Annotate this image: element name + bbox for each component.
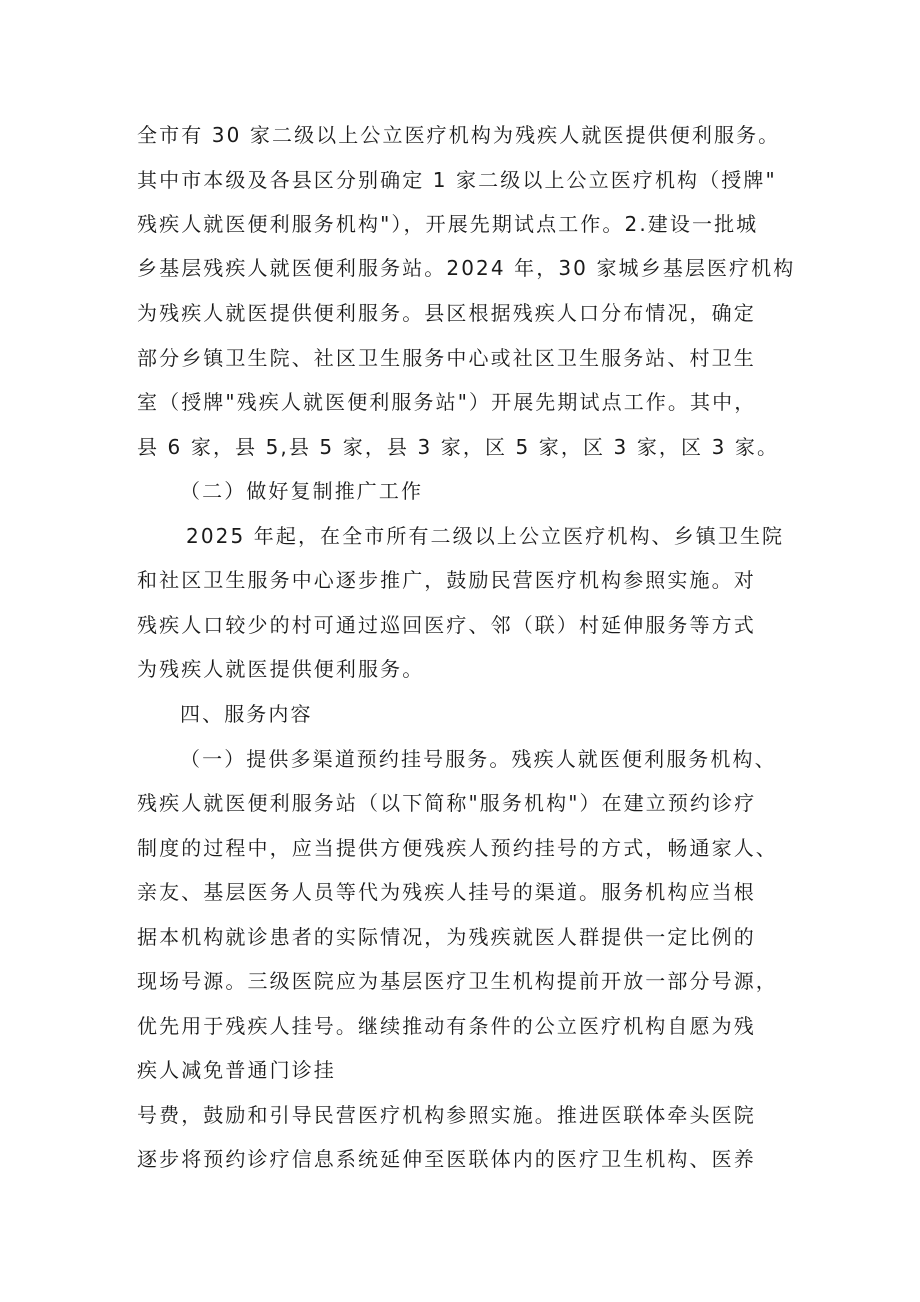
paragraph-line: 残疾人就医便利服务机构"），开展先期试点工作。2.建设一批城: [137, 212, 759, 236]
paragraph-line: 逐步将预约诊疗信息系统延伸至医联体内的医疗卫生机构、医养: [137, 1147, 756, 1171]
paragraph-line: 室（授牌"残疾人就医便利服务站"）开展先期试点工作。其中，: [137, 390, 757, 414]
paragraph-line: 乡基层残疾人就医便利服务站。2024 年，30 家城乡基层医疗机构: [137, 256, 796, 280]
paragraph-line: 为残疾人就医提供便利服务。县区根据残疾人口分布情况，确定: [137, 301, 756, 325]
paragraph-line: 据本机构就诊患者的实际情况，为残疾就医人群提供一定比例的: [137, 925, 756, 949]
paragraph-line: 残疾人就医便利服务站（以下简称"服务机构"）在建立预约诊疗: [137, 791, 757, 815]
paragraph-line: 亲友、基层医务人员等代为残疾人挂号的渠道。服务机构应当根: [137, 880, 756, 904]
paragraph-line: 和社区卫生服务中心逐步推广，鼓励民营医疗机构参照实施。对: [137, 568, 756, 592]
paragraph-line: 残疾人口较少的村可通过巡回医疗、邻（联）村延伸服务等方式: [137, 613, 756, 637]
paragraph-line: 其中市本级及各县区分别确定 1 家二级以上公立医疗机构（授牌": [137, 168, 777, 192]
paragraph-line: （一）提供多渠道预约挂号服务。残疾人就医便利服务机构、: [180, 747, 777, 771]
paragraph-line: 县 6 家，县 5,县 5 家，县 3 家，区 5 家，区 3 家，区 3 家。: [137, 435, 780, 459]
paragraph-line: 优先用于残疾人挂号。继续推动有条件的公立医疗机构自愿为残: [137, 1014, 756, 1038]
paragraph-line: 号费，鼓励和引导民营医疗机构参照实施。推进医联体牵头医院: [137, 1103, 756, 1127]
paragraph-line: 全市有 30 家二级以上公立医疗机构为残疾人就医提供便利服务。: [137, 123, 781, 147]
paragraph-line: 制度的过程中，应当提供方便残疾人预约挂号的方式，畅通家人、: [137, 836, 778, 860]
paragraph-line: 现场号源。三级医院应为基层医疗卫生机构提前开放一部分号源，: [137, 969, 778, 993]
paragraph-line: 为残疾人就医提供便利服务。: [137, 657, 425, 681]
section-heading: （二）做好复制推广工作: [180, 479, 424, 503]
paragraph-line: 2025 年起，在全市所有二级以上公立医疗机构、乡镇卫生院: [186, 524, 785, 548]
section-heading: 四、服务内容: [180, 702, 313, 726]
paragraph-line: 疾人减免普通门诊挂: [137, 1058, 336, 1082]
paragraph-line: 部分乡镇卫生院、社区卫生服务中心或社区卫生服务站、村卫生: [137, 346, 756, 370]
